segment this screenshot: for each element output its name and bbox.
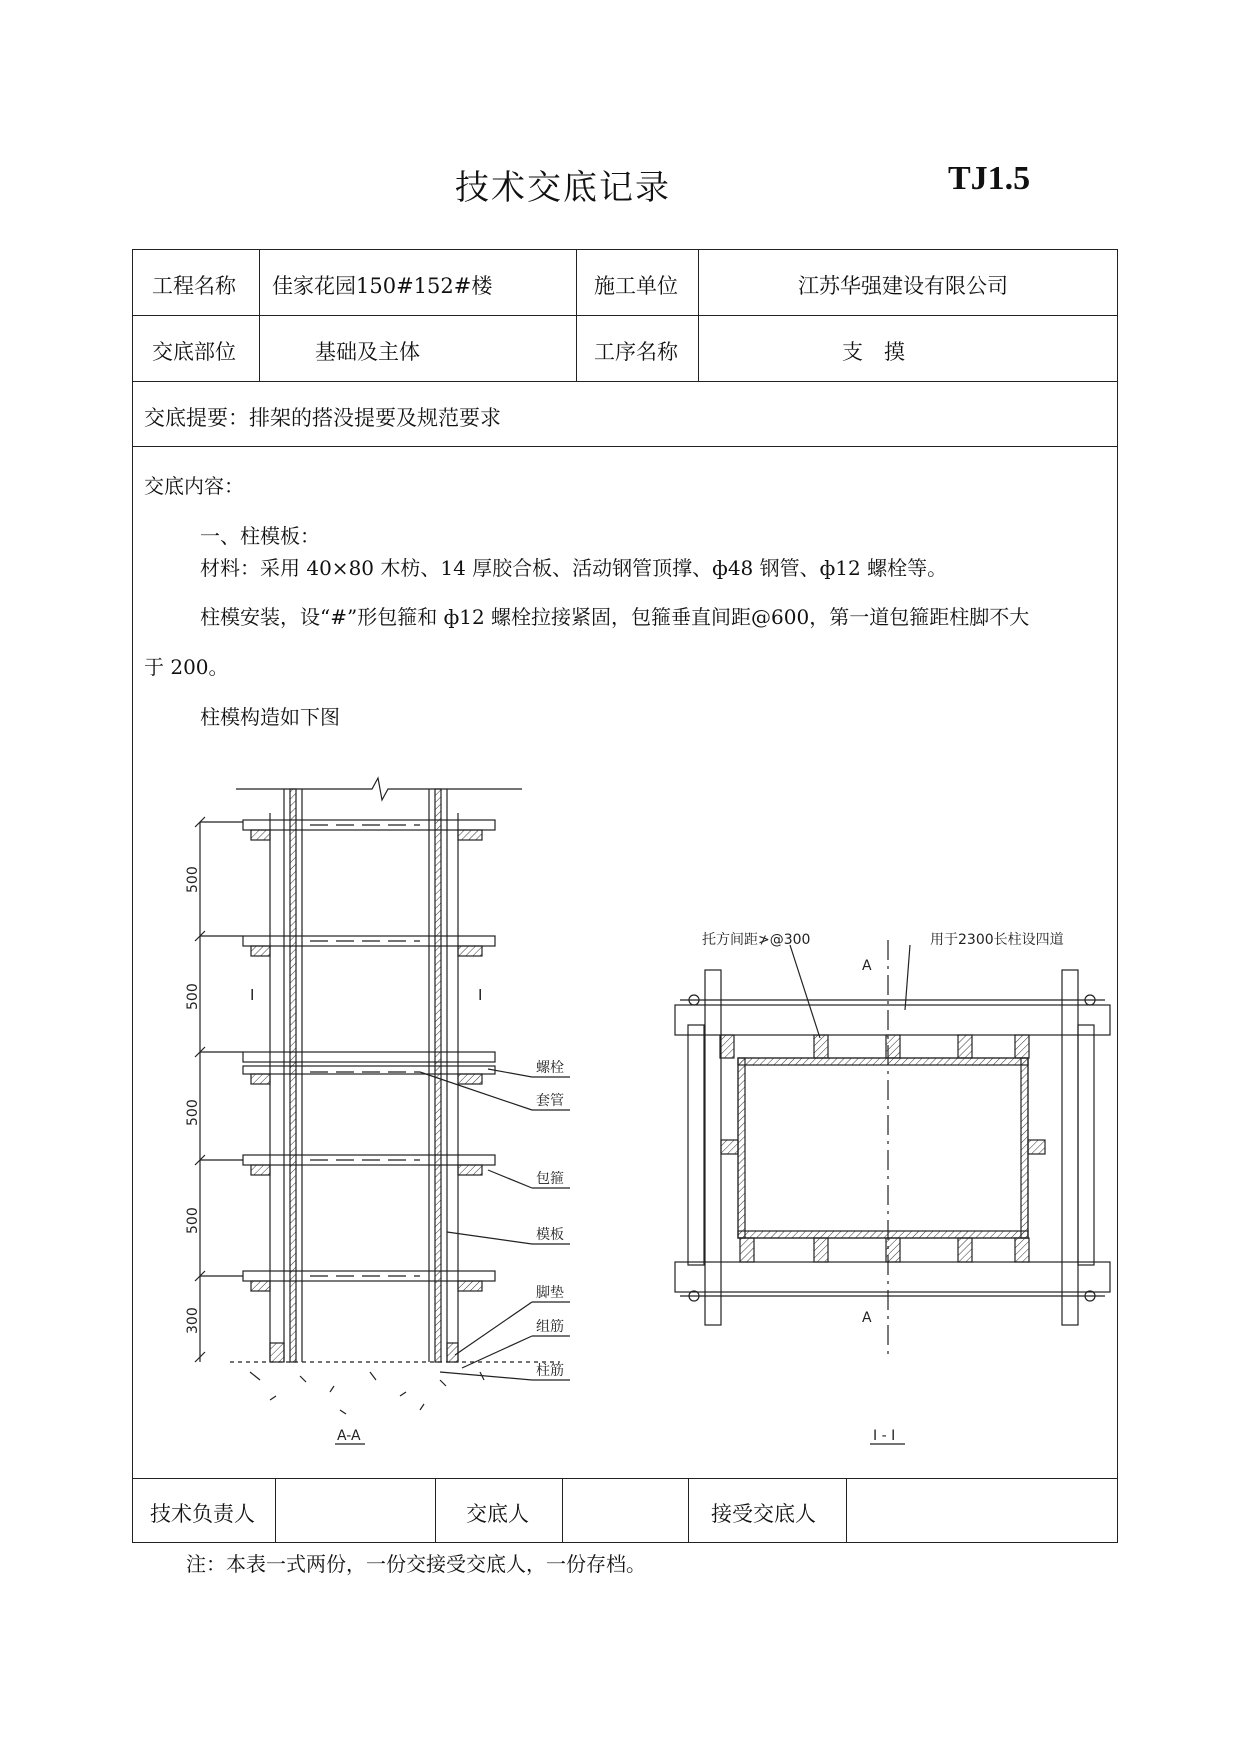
document-code: TJ1.5 <box>948 160 1031 197</box>
receiver-label: 接受交底人 <box>711 1502 816 1526</box>
dim-5: 300 <box>185 1307 201 1334</box>
project-label: 工程名称 <box>152 274 236 298</box>
dim-1: 500 <box>185 866 201 893</box>
contractor-label: 施工单位 <box>594 274 678 298</box>
label-bolt: 螺栓 <box>536 1060 564 1076</box>
dim-2: 500 <box>185 983 201 1010</box>
page-title: 技术交底记录 <box>455 168 671 208</box>
label-formwork: 模板 <box>536 1227 564 1243</box>
section-mark-left: I <box>250 986 255 1004</box>
label-clamp: 包箍 <box>536 1171 564 1187</box>
label-sleeve: 套管 <box>536 1093 564 1109</box>
install-text-line1: 柱模安装，设“#”形包箍和 ф12 螺栓拉接紧固，包箍垂直间距@600，第一道包箍距柱脚不大 <box>200 605 1030 629</box>
materials-text: 材料：采用 40×80 木枋、14 厚胶合板、活动钢管顶撑、ф48 钢管、ф12 螺栓等。 <box>200 556 948 580</box>
dim-4: 500 <box>185 1207 201 1234</box>
summary: 交底提要：排架的搭没提要及规范要求 <box>144 406 501 430</box>
contractor-value: 江苏华强建设有限公司 <box>798 274 1008 298</box>
label-rebar-group: 组筋 <box>536 1319 564 1335</box>
note-purlin-spacing: 托方间距≯@300 <box>702 932 811 948</box>
install-text-line2: 于 200。 <box>144 655 229 679</box>
label-footpad: 脚垫 <box>536 1285 564 1301</box>
note-clamp-count: 用于2300长柱设四道 <box>930 932 1064 948</box>
giver-label: 交底人 <box>466 1502 529 1526</box>
caption-left: A-A <box>337 1428 361 1444</box>
footer-note: 注：本表一式两份，一份交接受交底人，一份存档。 <box>186 1552 646 1576</box>
figure-intro: 柱模构造如下图 <box>200 705 340 729</box>
project-value: 佳家花园150#152#楼 <box>272 274 493 298</box>
part-value: 基础及主体 <box>315 340 420 364</box>
part-label: 交底部位 <box>152 340 236 364</box>
caption-right: I - I <box>873 1428 896 1444</box>
content-heading: 交底内容： <box>144 474 244 498</box>
section-mark-bottom: A <box>862 1310 872 1326</box>
label-column-rebar: 柱筋 <box>536 1363 564 1379</box>
process-value: 支 摸 <box>842 340 905 364</box>
section-heading: 一、柱模板： <box>200 524 320 548</box>
process-label: 工序名称 <box>594 340 678 364</box>
section-mark-right: I <box>478 986 483 1004</box>
dim-3: 500 <box>185 1099 201 1126</box>
tech-lead-label: 技术负责人 <box>150 1502 255 1526</box>
section-mark-top: A <box>862 958 872 974</box>
